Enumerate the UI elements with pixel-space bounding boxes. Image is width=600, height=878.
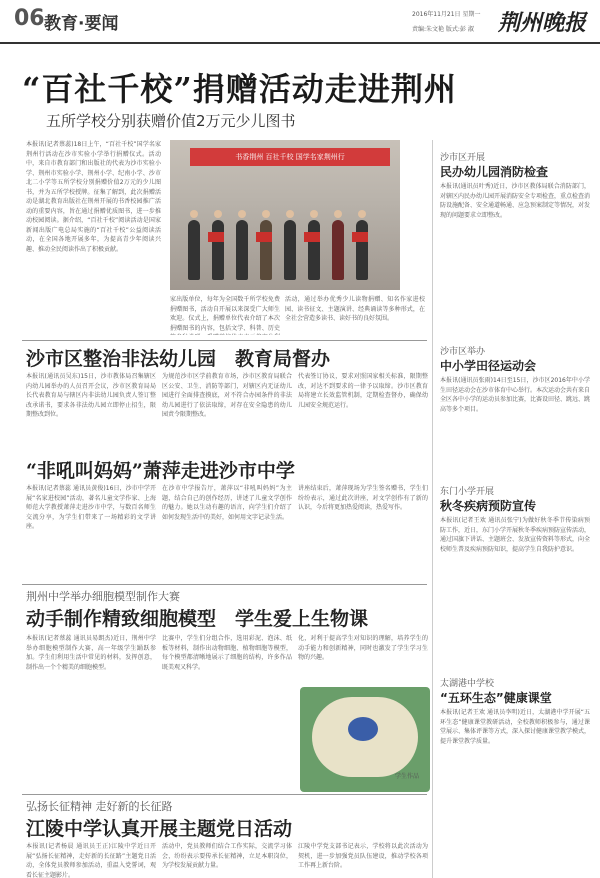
photo-person (332, 220, 344, 280)
story2-body-col3: 代表签订协议，要求对照国家相关标准，限期整改，对达不到要求的一律予以取缔。沙市区教育局将建立长效监管机制，定期检查督办，确保幼儿园安全规范运行。 (298, 373, 428, 409)
story5-kicker: 弘扬长征精神 走好新的长征路 (26, 800, 173, 813)
photo-person (236, 220, 248, 280)
sidebar-text-3: 本报讯(记者王欢 通讯员张宁)为做好秋冬季节传染病预防工作，近日，东门小学开展秋冬季疾病预防宣传活动，通过国旗下讲话、主题班会、发放宣传资料等形式，向全校师生普及疾病预防知识，提高学生自我防护意识。 (440, 517, 590, 553)
sidebar-text-2: 本报讯(通讯员张雨)14日至15日，沙市区2016年中小学生田径运动会在沙市体育中心举行。本次运动会共有来自全区各中小学的运动员参加比赛，比赛设田径、跳远、跳高等多个项目。 (440, 377, 590, 413)
lead-headline: “百社千校”捐赠活动走进荆州 (22, 70, 457, 108)
photo-person (308, 220, 320, 280)
story5-headline: 江陵中学认真开展主题党日活动 (26, 818, 293, 840)
divider (22, 584, 427, 585)
sidebar-title-2: 中小学田径运动会 (440, 359, 537, 373)
page-number: 06 (14, 6, 45, 31)
story3-body-col1: 本报讯(记者蔡蕊 通讯员黄俊)16日，沙市中学开展“名家进校园”活动，著名儿童文学作家、上海师范大学教授萧萍走进沙市中学，与数百名师生交流分享，为学生们带来了一场精彩的文学讲座。 (26, 485, 156, 530)
lead-body-col3: 活动，通过举办优秀少儿读物捐赠、知名作家进校园、读书征文、主题演讲、经典诵读等多种形式，在全社会营造多读书、读好书的良好氛围。 (285, 296, 425, 322)
story2-headline: 沙市区整治非法幼儿园 教育局督办 (26, 348, 331, 370)
section-title: 教育·要闻 (44, 14, 119, 34)
page-header (0, 0, 600, 44)
sidebar-text-1: 本报讯(通讯员叶秀)近日，沙市区教体局联合消防部门，对辖区内民办幼儿园开展消防安全专项检查，重点检查消防设施配备、安全通道畅通、应急预案制定等情况，对发现的问题要求立即整改。 (440, 183, 590, 219)
story4-body-col1: 本报讯(记者蔡蕊 通讯员易朗杰)近日，荆州中学举办细胞模型制作大赛，高一年级学生踊跃参加。学生们利用生活中常见的材料，发挥创意，制作出一个个精美的细胞模型。 (26, 635, 156, 671)
story3-headline: “非吼叫妈妈”萧萍走进沙市中学 (26, 460, 295, 482)
sidebar-title-1: 民办幼儿园消防检查 (440, 165, 549, 179)
photo-person (260, 220, 272, 280)
lead-body-col1: 本报讯(记者蔡蕊)18日上午，“百社千校”国学名家荆州行活动在沙市实验小学举行捐赠仪式。活动中，来自市教育部门和出版社的代表为沙市实验小学、荆州市实验小学、荆州小学、纪南小学、沙市北二小学等五所学校分别捐赠价值2万元的少儿图书，并为五所学校授牌。征集了解到，此次捐赠活动是湖北教育出版社在荆州开展的书香校园推广活动的重要内容，旨在通过捐赠优质图书，进一步推动校园阅读。据介绍，“百社千校”阅读活动是国家新闻出版广电总局实施的“百社千校”公益阅读活动，在全国各地开展多年，为提高青少年阅读兴趣、推动全民阅读作出了积极贡献。 (26, 141, 161, 253)
editor-credit: 责编:朱文艳 版式:彭 淑 (412, 26, 474, 33)
sidebar-kicker-2: 沙市区举办 (440, 347, 486, 357)
sidebar-kicker-4: 太湖港中学校 (440, 679, 495, 689)
sidebar-title-4: “五环生态”健康课堂 (440, 691, 552, 705)
sidebar-title-3: 秋冬疾病预防宣传 (440, 499, 537, 513)
photo-caption: 学生作品 (395, 773, 420, 780)
divider (22, 340, 427, 341)
sidebar-kicker-3: 东门小学开展 (440, 487, 495, 497)
sidebar-text-4: 本报讯(记者王欢 通讯员李明)近日，太湖港中学开展“五环生态”健康课堂教研活动，全校教师积极参与，通过课堂展示、集体评课等方式，深入探讨健康课堂教学模式，提升课堂教学质量。 (440, 709, 590, 745)
story4-body-col3: 化，对利于提高学生对知识的理解，培养学生的动手能力和创新精神，同时也激发了学生学习生物的兴趣。 (298, 635, 428, 661)
sidebar-kicker-1: 沙市区开展 (440, 153, 486, 163)
story3-body-col3: 讲座结束后，萧萍现场为学生签名赠书，学生们纷纷表示，通过此次讲座，对文学创作有了新的认识，今后将更加热爱阅读，热爱写作。 (298, 485, 428, 511)
photo-person (356, 220, 368, 280)
photo-banner: 书香荆州 百社千校 国学名家荆州行 (190, 148, 390, 166)
lead-photo (170, 140, 400, 290)
story2-body-col2: 为规范沙市区学前教育市场，沙市区教育局联合区公安、卫生、消防等部门，对辖区内无证幼儿园进行全面排查摸底，对不符合办园条件的非法幼儿园进行了依法取缔，对存在安全隐患的幼儿园责令限期整改。 (162, 373, 292, 418)
story4-body-col2: 比赛中，学生们分组合作，选用彩泥、泡沫、纸板等材料，制作出动物细胞、植物细胞等模型，每个模型都清晰地展示了细胞的结构，许多作品既美观又科学。 (162, 635, 292, 671)
photo-person (284, 220, 296, 280)
issue-date: 2016年11月21日 星期一 (412, 11, 481, 18)
story2-body-col1: 本报讯(通讯员吴东)15日，沙市教体局召集辖区内幼儿园举办的人员召开会议，沙市区教育局局长代表教育局与辖区内非法幼儿园负责人签订整改承诺书，要求各非法幼儿园立即停止招生，限期整改到位。 (26, 373, 156, 418)
story4-headline: 动手制作精致细胞模型 学生爱上生物课 (26, 608, 369, 630)
story4-kicker: 荆州中学举办细胞模型制作大赛 (26, 590, 180, 603)
story5-body-col2: 活动中，党员教师们结合工作实际，交流学习体会，纷纷表示要传承长征精神，立足本职岗位，为学校发展贡献力量。 (162, 843, 292, 869)
story5-body-col3: 江陵中学党支部书记表示，学校将以此次活动为契机，进一步加强党员队伍建设，推动学校各项工作再上新台阶。 (298, 843, 428, 869)
photo-person (212, 220, 224, 280)
story5-body-col1: 本报讯(记者杨晨 通讯员王正)江陵中学近日开展“弘扬长征精神，走好新的长征路”主题党日活动，全体党员教师参加活动，重温入党誓词，观看长征主题影片。 (26, 843, 156, 878)
lead-subhead: 五所学校分别获赠价值2万元少儿图书 (46, 112, 296, 130)
column-divider (432, 140, 433, 878)
lead-body-col2: 家出版单位，每年为全国数千所学校免费捐赠图书，活动自开展以来深受广大师生欢迎。仪式上，捐赠单位代表介绍了本次捐赠图书的内容，包括文学、科普、历史 (170, 296, 280, 332)
story3-body-col2: 在沙市中学报告厅，萧萍以“非吼叫妈妈”为主题，结合自己的创作经历，讲述了儿童文学创作的魅力。她以生动有趣的语言，向学生们介绍了如何发现生活中的美好，如何用文字记录生活。 (162, 485, 292, 521)
masthead: 荆州晚报 (498, 10, 587, 36)
photo-person (188, 220, 200, 280)
divider (22, 794, 427, 795)
